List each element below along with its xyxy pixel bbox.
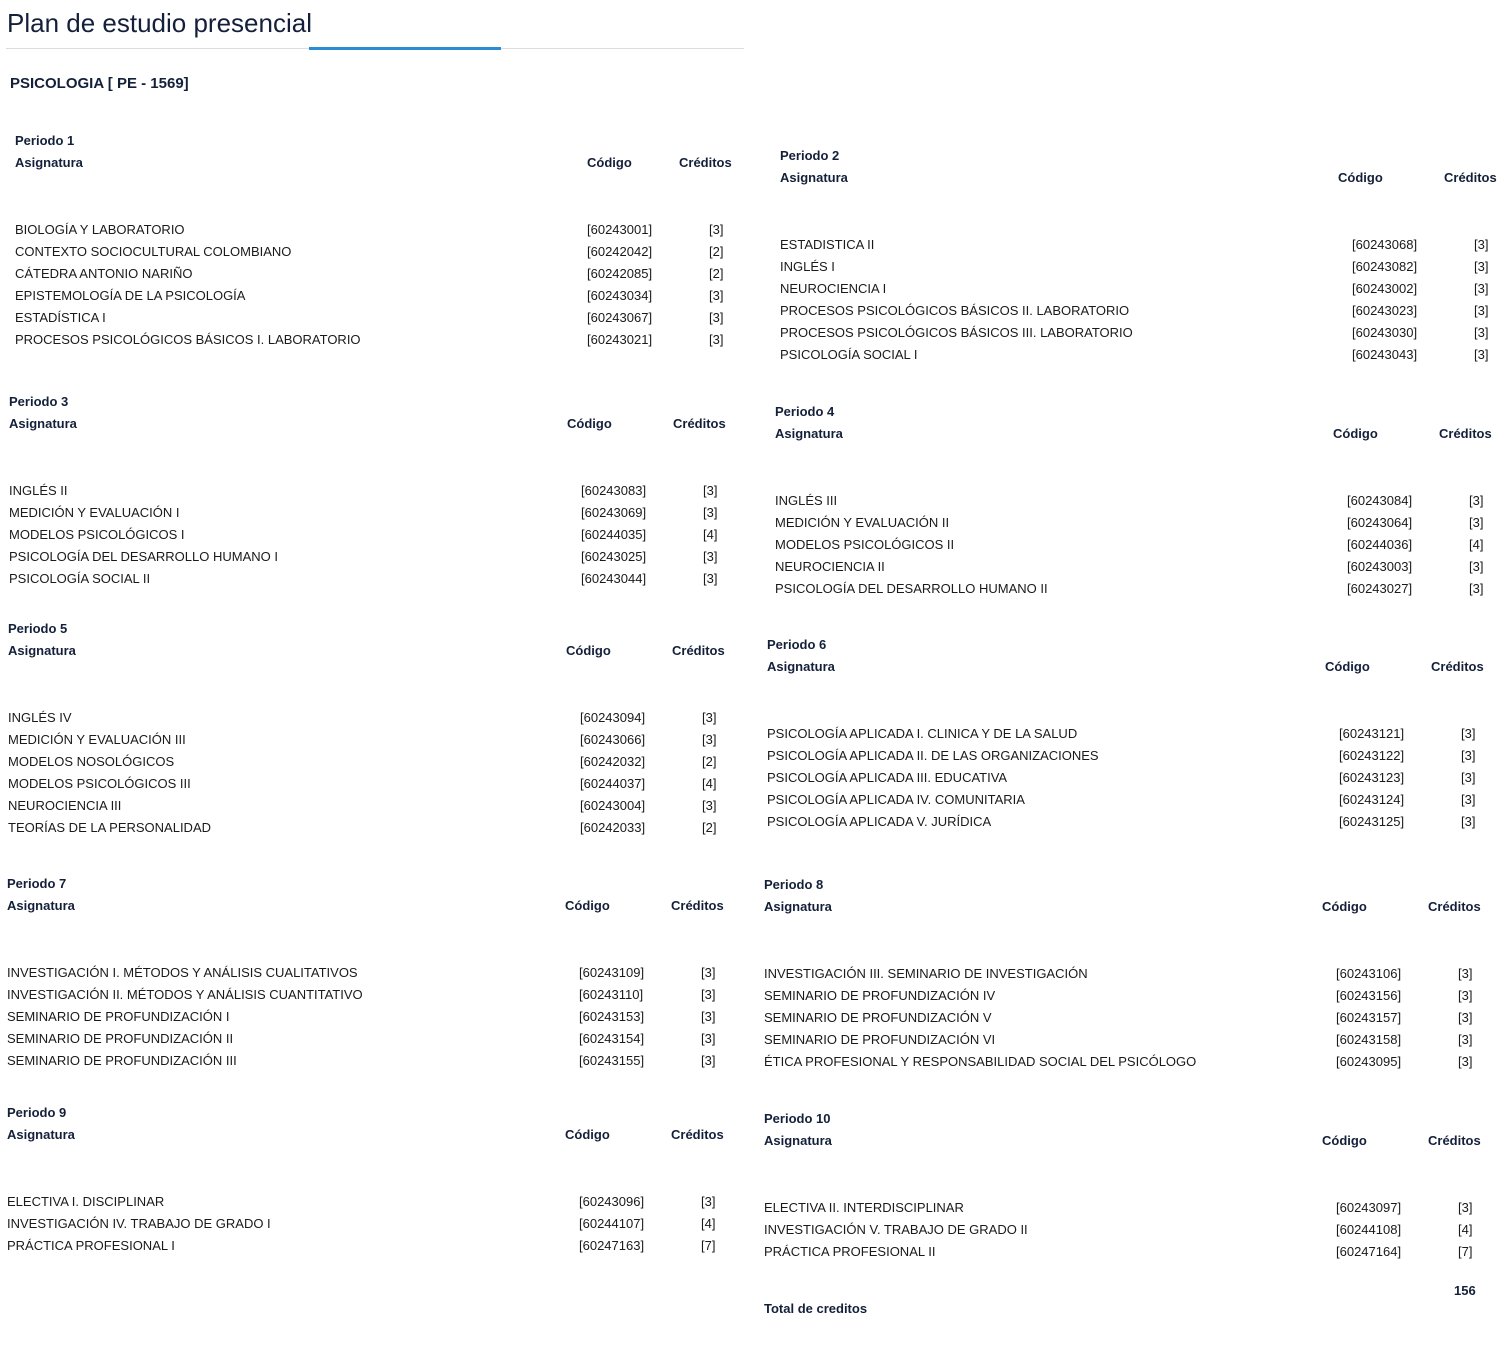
- subject-code: [60243106]: [1336, 966, 1402, 981]
- code-column-header: Código: [567, 416, 612, 431]
- subject-name: SEMINARIO DE PROFUNDIZACIÓN V: [764, 1010, 992, 1025]
- subject-code: [60243064]: [1347, 515, 1413, 530]
- table-row: [8, 795, 748, 817]
- table-row: [780, 278, 1504, 300]
- subject-name: INGLÉS III: [775, 493, 838, 508]
- subject-name: MEDICIÓN Y EVALUACIÓN III: [8, 732, 186, 747]
- period-rows: [7, 962, 747, 1072]
- table-row: [764, 1051, 1494, 1073]
- table-row: [775, 578, 1499, 600]
- period-header: [764, 1130, 1494, 1152]
- subject-code: [60243023]: [1352, 303, 1418, 318]
- table-row: [8, 729, 748, 751]
- subject-code: [60243021]: [587, 332, 653, 347]
- period-rows: [767, 723, 1497, 833]
- subject-name: ELECTIVA I. DISCIPLINAR: [7, 1194, 165, 1209]
- table-row: [764, 1219, 1494, 1241]
- code-column-header: Código: [566, 643, 611, 658]
- table-row: [775, 534, 1499, 556]
- table-row: [775, 512, 1499, 534]
- subject-credits: [3]: [1461, 814, 1476, 829]
- subject-credits: [3]: [702, 798, 717, 813]
- table-row: [8, 817, 748, 839]
- subject-credits: [2]: [702, 820, 717, 835]
- credits-column-header: Créditos: [679, 155, 732, 170]
- period-title: Periodo 4: [775, 404, 835, 419]
- code-column-header: Código: [1322, 899, 1367, 914]
- subject-code: [60243084]: [1347, 493, 1413, 508]
- credits-column-header: Créditos: [1439, 426, 1492, 441]
- period-title: Periodo 8: [764, 877, 824, 892]
- subject-column-header: Asignatura: [764, 1133, 832, 1148]
- subject-credits: [3]: [1458, 966, 1473, 981]
- subject-name: NEUROCIENCIA I: [780, 281, 887, 296]
- subject-credits: [3]: [1469, 515, 1484, 530]
- subject-credits: [3]: [1469, 493, 1484, 508]
- table-row: [764, 1007, 1494, 1029]
- table-row: [8, 751, 748, 773]
- table-row: [9, 546, 749, 568]
- subject-credits: [4]: [1458, 1222, 1473, 1237]
- period-header: [764, 896, 1494, 918]
- subject-credits: [3]: [1461, 770, 1476, 785]
- period-rows: [780, 234, 1504, 366]
- period-header: [780, 167, 1504, 189]
- period-header: [767, 656, 1497, 678]
- credits-column-header: Créditos: [1428, 1133, 1481, 1148]
- credits-column-header: Créditos: [1428, 899, 1481, 914]
- subject-credits: [3]: [703, 549, 718, 564]
- subject-code: [60243003]: [1347, 559, 1413, 574]
- subject-column-header: Asignatura: [775, 426, 843, 441]
- subject-name: PSICOLOGÍA SOCIAL I: [780, 347, 918, 362]
- subject-credits: [4]: [702, 776, 717, 791]
- period-header: [8, 640, 748, 662]
- subject-name: ÉTICA PROFESIONAL Y RESPONSABILIDAD SOCIAL DEL PSICÓLOGO: [764, 1054, 1197, 1069]
- subject-name: NEUROCIENCIA III: [8, 798, 122, 813]
- period-title: Periodo 5: [8, 621, 68, 636]
- subject-code: [60243068]: [1352, 237, 1418, 252]
- period-10: [764, 1108, 1494, 1263]
- subject-name: ESTADISTICA II: [780, 237, 875, 252]
- subject-name: PSICOLOGÍA APLICADA I. CLINICA Y DE LA SALUD: [767, 726, 1078, 741]
- subject-credits: [3]: [1461, 726, 1476, 741]
- subject-code: [60243043]: [1352, 347, 1418, 362]
- subject-credits: [3]: [1474, 303, 1489, 318]
- subject-code: [60244107]: [579, 1216, 645, 1231]
- subject-name: NEUROCIENCIA II: [775, 559, 885, 574]
- subject-name: SEMINARIO DE PROFUNDIZACIÓN III: [7, 1053, 237, 1068]
- period-1: [15, 130, 755, 351]
- code-column-header: Código: [1322, 1133, 1367, 1148]
- subject-code: [60244035]: [581, 527, 647, 542]
- subject-credits: [3]: [1474, 281, 1489, 296]
- subject-code: [60243155]: [579, 1053, 645, 1068]
- subject-column-header: Asignatura: [8, 643, 76, 658]
- code-column-header: Código: [1333, 426, 1378, 441]
- period-rows: [764, 963, 1494, 1073]
- subject-name: BIOLOGÍA Y LABORATORIO: [15, 222, 185, 237]
- subject-credits: [3]: [1458, 1032, 1473, 1047]
- subject-code: [60243154]: [579, 1031, 645, 1046]
- subject-code: [60243156]: [1336, 988, 1402, 1003]
- subject-code: [60243002]: [1352, 281, 1418, 296]
- subject-name: INVESTIGACIÓN III. SEMINARIO DE INVESTIGACIÓN: [764, 966, 1088, 981]
- period-header: [775, 423, 1499, 445]
- subject-credits: [3]: [1474, 347, 1489, 362]
- subject-name: INVESTIGACIÓN II. MÉTODOS Y ANÁLISIS CUANTITATIVO: [7, 987, 363, 1002]
- subject-name: MODELOS PSICOLÓGICOS III: [8, 776, 191, 791]
- period-rows: [7, 1191, 747, 1257]
- subject-column-header: Asignatura: [767, 659, 835, 674]
- subject-name: MODELOS PSICOLÓGICOS II: [775, 537, 955, 552]
- table-row: [9, 480, 749, 502]
- subject-name: INVESTIGACIÓN V. TRABAJO DE GRADO II: [764, 1222, 1028, 1237]
- subject-name: PROCESOS PSICOLÓGICOS BÁSICOS III. LABORATORIO: [780, 325, 1133, 340]
- period-3: [9, 391, 749, 590]
- table-row: [775, 490, 1499, 512]
- subject-name: PSICOLOGÍA APLICADA III. EDUCATIVA: [767, 770, 1008, 785]
- subject-credits: [3]: [709, 332, 724, 347]
- table-row: [780, 234, 1504, 256]
- program-title: PSICOLOGIA [ PE - 1569]: [10, 75, 189, 92]
- subject-code: [60244037]: [580, 776, 646, 791]
- total-credits-value: 156: [1454, 1283, 1476, 1298]
- subject-credits: [3]: [703, 505, 718, 520]
- page-title: Plan de estudio presencial: [7, 8, 312, 38]
- subject-name: INGLÉS II: [9, 483, 68, 498]
- subject-code: [60243158]: [1336, 1032, 1402, 1047]
- period-title: Periodo 6: [767, 637, 827, 652]
- subject-credits: [2]: [709, 266, 724, 281]
- subject-code: [60242033]: [580, 820, 646, 835]
- subject-name: PRÁCTICA PROFESIONAL II: [764, 1244, 936, 1259]
- subject-name: TEORÍAS DE LA PERSONALIDAD: [8, 820, 212, 835]
- table-row: [767, 723, 1497, 745]
- subject-code: [60247164]: [1336, 1244, 1402, 1259]
- period-header: [7, 1124, 747, 1146]
- period-rows: [9, 480, 749, 590]
- subject-name: SEMINARIO DE PROFUNDIZACIÓN I: [7, 1009, 230, 1024]
- subject-code: [60243153]: [579, 1009, 645, 1024]
- period-title: Periodo 2: [780, 148, 840, 163]
- table-row: [8, 707, 748, 729]
- code-column-header: Código: [565, 1127, 610, 1142]
- subject-name: CONTEXTO SOCIOCULTURAL COLOMBIANO: [15, 244, 292, 259]
- subject-code: [60243027]: [1347, 581, 1413, 596]
- code-column-header: Código: [587, 155, 632, 170]
- subject-credits: [3]: [1461, 748, 1476, 763]
- subject-name: MEDICIÓN Y EVALUACIÓN I: [9, 505, 180, 520]
- subject-credits: [3]: [1474, 237, 1489, 252]
- period-title: Periodo 9: [7, 1105, 67, 1120]
- period-7: [7, 873, 747, 1072]
- subject-column-header: Asignatura: [764, 899, 832, 914]
- period-title: Periodo 1: [15, 133, 75, 148]
- subject-column-header: Asignatura: [15, 155, 83, 170]
- total-credits-label: Total de creditos: [764, 1301, 868, 1316]
- subject-name: EPISTEMOLOGÍA DE LA PSICOLOGÍA: [15, 288, 246, 303]
- subject-code: [60243124]: [1339, 792, 1405, 807]
- table-row: [767, 767, 1497, 789]
- subject-code: [60243109]: [579, 965, 645, 980]
- table-row: [775, 556, 1499, 578]
- subject-name: PSICOLOGÍA APLICADA IV. COMUNITARIA: [767, 792, 1025, 807]
- subject-credits: [3]: [1458, 1200, 1473, 1215]
- period-6: [767, 634, 1497, 833]
- table-row: [764, 1197, 1494, 1219]
- subject-credits: [3]: [1458, 988, 1473, 1003]
- table-row: [764, 1241, 1494, 1263]
- subject-name: PSICOLOGÍA DEL DESARROLLO HUMANO I: [9, 549, 278, 564]
- subject-credits: [3]: [1474, 259, 1489, 274]
- table-row: [9, 568, 749, 590]
- subject-code: [60243030]: [1352, 325, 1418, 340]
- subject-name: ELECTIVA II. INTERDISCIPLINAR: [764, 1200, 964, 1215]
- table-row: [9, 502, 749, 524]
- subject-credits: [4]: [1469, 537, 1484, 552]
- subject-name: MODELOS PSICOLÓGICOS I: [9, 527, 185, 542]
- credits-column-header: Créditos: [1444, 170, 1497, 185]
- subject-credits: [3]: [1458, 1054, 1473, 1069]
- table-row: [15, 263, 755, 285]
- title-accent-bar: [309, 47, 501, 50]
- subject-credits: [3]: [1461, 792, 1476, 807]
- code-column-header: Código: [1338, 170, 1383, 185]
- subject-name: MODELOS NOSOLÓGICOS: [8, 754, 175, 769]
- table-row: [7, 962, 747, 984]
- subject-name: PSICOLOGÍA APLICADA II. DE LAS ORGANIZACIONES: [767, 748, 1099, 763]
- subject-credits: [3]: [709, 288, 724, 303]
- table-row: [7, 984, 747, 1006]
- period-8: [764, 874, 1494, 1073]
- table-row: [9, 524, 749, 546]
- code-column-header: Código: [1325, 659, 1370, 674]
- period-title: Periodo 10: [764, 1111, 831, 1126]
- subject-code: [60244036]: [1347, 537, 1413, 552]
- subject-code: [60243001]: [587, 222, 653, 237]
- period-title: Periodo 3: [9, 394, 69, 409]
- subject-name: CÁTEDRA ANTONIO NARIÑO: [15, 266, 193, 281]
- subject-column-header: Asignatura: [7, 898, 75, 913]
- subject-code: [60243069]: [581, 505, 647, 520]
- table-row: [767, 811, 1497, 833]
- subject-credits: [7]: [1458, 1244, 1473, 1259]
- table-row: [767, 745, 1497, 767]
- period-title: Periodo 7: [7, 876, 67, 891]
- table-row: [15, 285, 755, 307]
- table-row: [764, 1029, 1494, 1051]
- table-row: [780, 322, 1504, 344]
- subject-credits: [3]: [701, 1031, 716, 1046]
- subject-code: [60243125]: [1339, 814, 1405, 829]
- table-row: [780, 256, 1504, 278]
- subject-code: [60243096]: [579, 1194, 645, 1209]
- subject-credits: [3]: [1458, 1010, 1473, 1025]
- table-row: [7, 1191, 747, 1213]
- subject-code: [60243067]: [587, 310, 653, 325]
- period-9: [7, 1102, 747, 1257]
- subject-name: PSICOLOGÍA DEL DESARROLLO HUMANO II: [775, 581, 1048, 596]
- subject-code: [60243034]: [587, 288, 653, 303]
- credits-column-header: Créditos: [671, 898, 724, 913]
- subject-code: [60242085]: [587, 266, 653, 281]
- table-row: [767, 789, 1497, 811]
- table-row: [15, 241, 755, 263]
- table-row: [780, 344, 1504, 366]
- subject-code: [60247163]: [579, 1238, 645, 1253]
- subject-credits: [2]: [709, 244, 724, 259]
- subject-column-header: Asignatura: [780, 170, 848, 185]
- subject-name: SEMINARIO DE PROFUNDIZACIÓN IV: [764, 988, 996, 1003]
- subject-credits: [3]: [703, 483, 718, 498]
- credits-column-header: Créditos: [673, 416, 726, 431]
- subject-code: [60243095]: [1336, 1054, 1402, 1069]
- period-rows: [764, 1197, 1494, 1263]
- subject-name: PSICOLOGÍA SOCIAL II: [9, 571, 151, 586]
- subject-credits: [3]: [703, 571, 718, 586]
- subject-name: MEDICIÓN Y EVALUACIÓN II: [775, 515, 950, 530]
- subject-code: [60243082]: [1352, 259, 1418, 274]
- period-header: [15, 152, 755, 174]
- subject-credits: [3]: [1469, 559, 1484, 574]
- subject-code: [60243122]: [1339, 748, 1405, 763]
- subject-credits: [2]: [702, 754, 717, 769]
- credits-column-header: Créditos: [671, 1127, 724, 1142]
- subject-credits: [3]: [709, 310, 724, 325]
- table-row: [764, 985, 1494, 1007]
- subject-column-header: Asignatura: [7, 1127, 75, 1142]
- subject-code: [60243123]: [1339, 770, 1405, 785]
- table-row: [15, 307, 755, 329]
- table-row: [15, 329, 755, 351]
- subject-name: PSICOLOGÍA APLICADA V. JURÍDICA: [767, 814, 992, 829]
- credits-column-header: Créditos: [672, 643, 725, 658]
- subject-credits: [3]: [701, 987, 716, 1002]
- subject-credits: [3]: [709, 222, 724, 237]
- period-2: [780, 145, 1504, 366]
- period-4: [775, 401, 1499, 600]
- subject-credits: [3]: [702, 732, 717, 747]
- table-row: [15, 219, 755, 241]
- subject-name: SEMINARIO DE PROFUNDIZACIÓN II: [7, 1031, 234, 1046]
- code-column-header: Código: [565, 898, 610, 913]
- subject-credits: [4]: [701, 1216, 716, 1231]
- table-row: [7, 1006, 747, 1028]
- subject-credits: [3]: [1469, 581, 1484, 596]
- period-header: [9, 413, 749, 435]
- subject-name: SEMINARIO DE PROFUNDIZACIÓN VI: [764, 1032, 996, 1047]
- subject-credits: [3]: [701, 1194, 716, 1209]
- credits-column-header: Créditos: [1431, 659, 1484, 674]
- subject-credits: [3]: [1474, 325, 1489, 340]
- period-rows: [8, 707, 748, 839]
- table-row: [7, 1050, 747, 1072]
- subject-code: [60243110]: [579, 987, 644, 1002]
- period-5: [8, 618, 748, 839]
- subject-name: PRÁCTICA PROFESIONAL I: [7, 1238, 175, 1253]
- subject-name: INVESTIGACIÓN IV. TRABAJO DE GRADO I: [7, 1216, 271, 1231]
- subject-code: [60243044]: [581, 571, 647, 586]
- subject-credits: [3]: [702, 710, 717, 725]
- subject-code: [60244108]: [1336, 1222, 1402, 1237]
- subject-code: [60242042]: [587, 244, 653, 259]
- subject-name: PROCESOS PSICOLÓGICOS BÁSICOS II. LABORATORIO: [780, 303, 1130, 318]
- subject-name: INGLÉS I: [780, 259, 835, 274]
- subject-name: INGLÉS IV: [8, 710, 72, 725]
- subject-code: [60243121]: [1339, 726, 1405, 741]
- subject-code: [60243157]: [1336, 1010, 1402, 1025]
- table-row: [8, 773, 748, 795]
- subject-name: ESTADÍSTICA I: [15, 310, 106, 325]
- subject-name: PROCESOS PSICOLÓGICOS BÁSICOS I. LABORATORIO: [15, 332, 361, 347]
- subject-code: [60243083]: [581, 483, 647, 498]
- subject-code: [60243025]: [581, 549, 647, 564]
- subject-credits: [3]: [701, 965, 716, 980]
- subject-credits: [3]: [701, 1053, 716, 1068]
- period-header: [7, 895, 747, 917]
- subject-code: [60243094]: [580, 710, 646, 725]
- table-row: [7, 1213, 747, 1235]
- subject-code: [60242032]: [580, 754, 646, 769]
- subject-column-header: Asignatura: [9, 416, 77, 431]
- period-rows: [15, 219, 755, 351]
- table-row: [7, 1028, 747, 1050]
- subject-credits: [4]: [703, 527, 718, 542]
- subject-credits: [3]: [701, 1009, 716, 1024]
- subject-code: [60243097]: [1336, 1200, 1402, 1215]
- subject-credits: [7]: [701, 1238, 716, 1253]
- table-row: [780, 300, 1504, 322]
- subject-name: INVESTIGACIÓN I. MÉTODOS Y ANÁLISIS CUALITATIVOS: [7, 965, 358, 980]
- subject-code: [60243066]: [580, 732, 646, 747]
- subject-code: [60243004]: [580, 798, 646, 813]
- table-row: [764, 963, 1494, 985]
- table-row: [7, 1235, 747, 1257]
- period-rows: [775, 490, 1499, 600]
